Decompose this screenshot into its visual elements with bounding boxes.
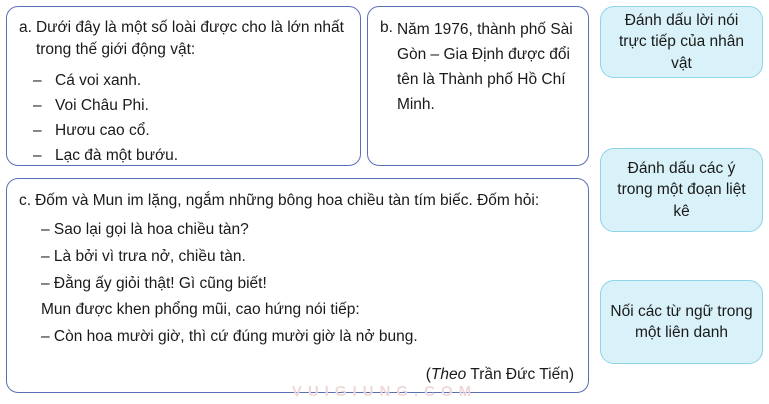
attribution-prefix: Theo — [430, 366, 467, 383]
exercise-box-c — [6, 178, 589, 393]
box-c-label: c. — [19, 192, 32, 209]
note-text: Nối các từ ngữ trong một liên danh — [610, 302, 753, 341]
attribution-author: Trần Đức Tiến — [470, 366, 569, 383]
note-text: Đánh dấu các ý trong một đoạn liệt kê — [617, 159, 746, 220]
list-item: – Voi Châu Phi. — [19, 93, 348, 118]
attribution: (Theo Trần Đức Tiến) — [425, 366, 574, 383]
list-item: – Hươu cao cổ. — [19, 118, 348, 143]
dialogue-line: Mun được khen phổng mũi, cao hứng nói tiếp: — [41, 301, 360, 319]
note-text: Đánh dấu lời nói trực tiếp của nhân vật — [619, 11, 744, 72]
list-item: – Cá voi xanh. — [19, 68, 348, 93]
box-a-intro-row — [19, 17, 348, 62]
exercise-box-b — [367, 6, 589, 166]
list-item: – Lạc đà một bướu. — [19, 143, 348, 168]
exercise-box-a — [6, 6, 361, 166]
box-a-list — [19, 68, 348, 168]
note-card-direct-speech — [600, 6, 763, 78]
box-b-label: b. — [380, 19, 393, 36]
box-c-dialogue — [19, 217, 576, 350]
note-card-list-items — [600, 148, 763, 232]
box-c-intro-row — [19, 189, 576, 212]
box-a-intro: Dưới đây là một số loài được cho là lớn nhất trong thế giới động vật: — [35, 19, 344, 59]
dialogue-line: – Còn hoa mười giờ, thì cứ đúng mười giờ là nở bung. — [41, 327, 418, 345]
box-a-label: a. — [19, 19, 32, 36]
box-b-text: Năm 1976, thành phố Sài Gòn – Gia Định được đổi tên là Thành phố Hồ Chí Minh. — [396, 21, 573, 114]
dialogue-line: – Đằng ấy giỏi thật! Gì cũng biết! — [41, 274, 267, 292]
watermark: VUIGIUNG.COM — [291, 383, 478, 400]
box-c-intro: Đốm và Mun im lặng, ngắm những bông hoa chiều tàn tím biếc. Đốm hỏi: — [35, 192, 540, 209]
dialogue-line: – Là bởi vì trưa nở, chiều tàn. — [41, 247, 246, 265]
dialogue-line: – Sao lại gọi là hoa chiều tàn? — [41, 221, 249, 239]
note-card-joined-words — [600, 280, 763, 364]
box-b-row — [380, 17, 576, 117]
